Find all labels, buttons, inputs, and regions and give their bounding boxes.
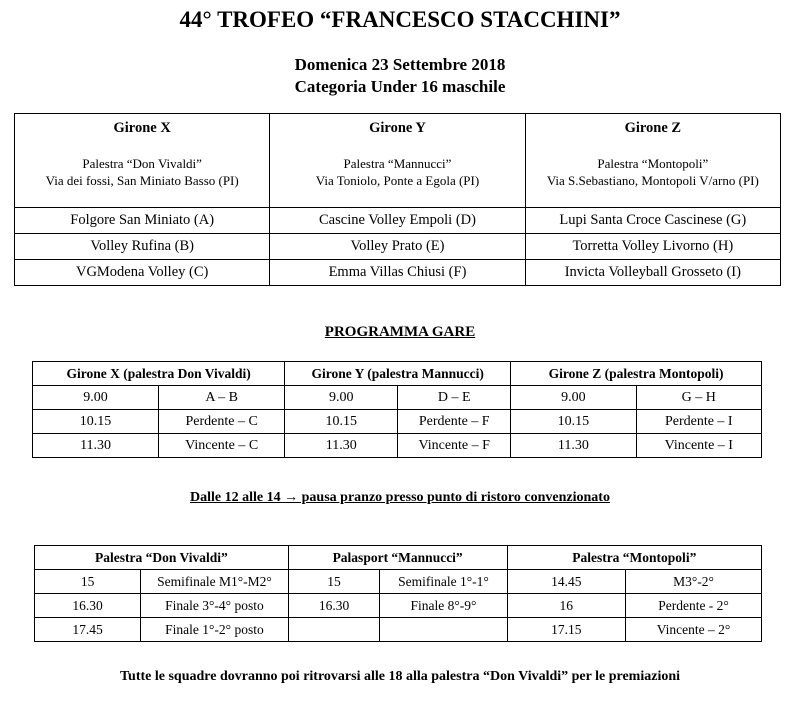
finals-row [35, 594, 762, 618]
team-cell: Volley Rufina (B) [15, 234, 270, 260]
match-time: 10.15 [285, 410, 398, 434]
girone-x-name: Girone X [113, 120, 171, 136]
programma-row [33, 410, 762, 434]
match-description: Finale 1°-2° posto [141, 618, 289, 642]
match-teams: Perdente – I [636, 410, 761, 434]
finals-header-mannucci: Palasport “Mannucci” [288, 546, 507, 570]
team-row [15, 208, 781, 234]
programma-row [33, 386, 762, 410]
girone-y-venue: Palestra “Mannucci” [343, 156, 452, 171]
match-time: 9.00 [511, 386, 636, 410]
match-teams: Vincente – I [636, 434, 761, 458]
match-time: 16 [507, 594, 626, 618]
team-cell: Volley Prato (E) [270, 234, 525, 260]
girone-x-venue: Palestra “Don Vivaldi” [82, 156, 202, 171]
programma-header-z: Girone Z (palestra Montopoli) [511, 362, 762, 386]
match-time: 16.30 [288, 594, 380, 618]
team-cell: VGModena Volley (C) [15, 260, 270, 286]
team-cell: Invicta Volleyball Grosseto (I) [525, 260, 780, 286]
programma-header-x: Girone X (palestra Don Vivaldi) [33, 362, 285, 386]
match-teams: Vincente – C [159, 434, 285, 458]
match-time: 15 [35, 570, 141, 594]
finals-header-row [35, 546, 762, 570]
finals-row [35, 618, 762, 642]
finals-row [35, 570, 762, 594]
match-description: Semifinale M1°-M2° [141, 570, 289, 594]
match-description: Semifinale 1°-1° [380, 570, 507, 594]
gironi-table [14, 113, 781, 286]
finals-table [34, 545, 762, 642]
match-description: Perdente - 2° [626, 594, 762, 618]
match-teams: Perdente – C [159, 410, 285, 434]
match-time: 10.15 [33, 410, 159, 434]
programma-header-row [33, 362, 762, 386]
girone-x-header [15, 114, 270, 208]
match-time: 15 [288, 570, 380, 594]
team-cell: Torretta Volley Livorno (H) [525, 234, 780, 260]
team-cell: Emma Villas Chiusi (F) [270, 260, 525, 286]
match-description: Finale 8°-9° [380, 594, 507, 618]
finals-header-montopoli: Palestra “Montopoli” [507, 546, 761, 570]
match-description: M3°-2° [626, 570, 762, 594]
match-time: 10.15 [511, 410, 636, 434]
team-row [15, 234, 781, 260]
girone-y-name: Girone Y [369, 120, 426, 136]
match-teams: Vincente – F [398, 434, 511, 458]
match-teams: Perdente – F [398, 410, 511, 434]
team-cell: Cascine Volley Empoli (D) [270, 208, 525, 234]
match-time: 17.15 [507, 618, 626, 642]
gironi-header-row [15, 114, 781, 208]
page-title: 44° TROFEO “FRANCESCO STACCHINI” [179, 7, 621, 32]
programma-title: PROGRAMMA GARE [324, 324, 476, 340]
event-date: Domenica 23 Settembre 2018 [294, 55, 506, 74]
match-time [288, 618, 380, 642]
match-time: 9.00 [33, 386, 159, 410]
team-cell: Folgore San Miniato (A) [15, 208, 270, 234]
girone-z-header [525, 114, 780, 208]
team-row [15, 260, 781, 286]
match-time: 11.30 [33, 434, 159, 458]
match-description [380, 618, 507, 642]
team-cell: Lupi Santa Croce Cascinese (G) [525, 208, 780, 234]
girone-z-name: Girone Z [624, 120, 682, 136]
programma-table [32, 361, 762, 458]
girone-y-header [270, 114, 525, 208]
girone-x-address: Via dei fossi, San Miniato Basso (PI) [45, 173, 239, 188]
lunch-break-note: Dalle 12 alle 14 → pausa pranzo presso punto di ristoro convenzionato [190, 490, 610, 505]
match-teams: A – B [159, 386, 285, 410]
match-time: 11.30 [285, 434, 398, 458]
match-time: 9.00 [285, 386, 398, 410]
match-teams: G – H [636, 386, 761, 410]
girone-y-address: Via Toniolo, Ponte a Egola (PI) [315, 173, 480, 188]
match-time: 11.30 [511, 434, 636, 458]
girone-z-address: Via S.Sebastiano, Montopoli V/arno (PI) [546, 173, 759, 188]
programma-header-y: Girone Y (palestra Mannucci) [285, 362, 511, 386]
awards-note: Tutte le squadre dovranno poi ritrovarsi alle 18 alla palestra “Don Vivaldi” per le premiazioni [119, 669, 681, 684]
match-description: Finale 3°-4° posto [141, 594, 289, 618]
match-time: 17.45 [35, 618, 141, 642]
match-time: 16.30 [35, 594, 141, 618]
finals-header-vivaldi: Palestra “Don Vivaldi” [35, 546, 289, 570]
programma-row [33, 434, 762, 458]
girone-z-venue: Palestra “Montopoli” [597, 156, 709, 171]
match-description: Vincente – 2° [626, 618, 762, 642]
match-time: 14.45 [507, 570, 626, 594]
event-category: Categoria Under 16 maschile [294, 77, 506, 96]
match-teams: D – E [398, 386, 511, 410]
